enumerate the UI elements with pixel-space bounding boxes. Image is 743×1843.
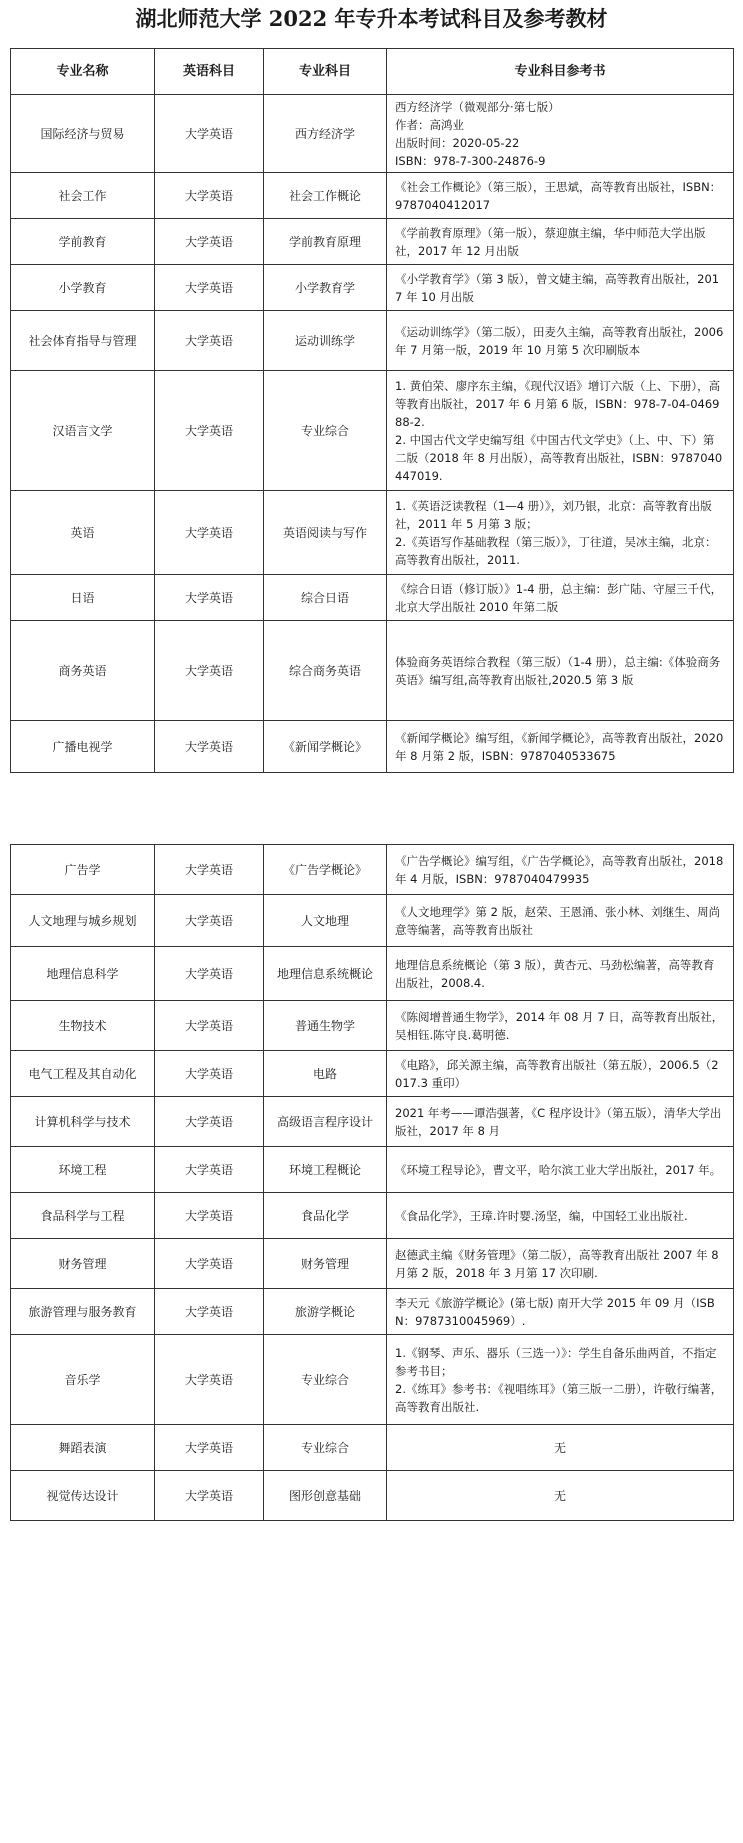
reference-book-cell: 赵德武主编《财务管理》（第二版），高等教育出版社 2007 年 8 月第 2 版，2018 年 3 月第 17 次印刷. — [387, 1239, 734, 1289]
english-subject-cell: 大学英语 — [155, 1289, 264, 1335]
table-row — [11, 721, 734, 773]
major-cell: 广告学 — [11, 845, 155, 895]
english-subject-cell: 大学英语 — [155, 621, 264, 721]
major-subject-cell: 食品化学 — [264, 1193, 387, 1239]
major-cell: 英语 — [11, 491, 155, 575]
major-cell: 商务英语 — [11, 621, 155, 721]
major-subject-cell: 专业综合 — [264, 371, 387, 491]
reference-book-cell: 1.《英语泛读教程（1—4 册）》，刘乃银，北京：高等教育出版社，2011 年 5 月第 3 版； 2.《英语写作基础教程（第三版）》，丁往道，吴冰主编，北京：高等教育出版社，2011. — [387, 491, 734, 575]
table-row — [11, 895, 734, 947]
reference-book-cell: 《陈阅增普通生物学》，2014 年 08 月 7 日，高等教育出版社，吴相钰.陈守良.葛明德. — [387, 1001, 734, 1051]
table-row — [11, 173, 734, 219]
reference-book-cell: 《新闻学概论》编写组，《新闻学概论》，高等教育出版社，2020 年 8 月第 2 版，ISBN：9787040533675 — [387, 721, 734, 773]
table-row — [11, 371, 734, 491]
major-cell: 学前教育 — [11, 219, 155, 265]
english-subject-cell: 大学英语 — [155, 265, 264, 311]
reference-book-cell: 《食品化学》，王璋.许时婴.汤坚，编，中国轻工业出版社. — [387, 1193, 734, 1239]
exam-table-part-1 — [10, 48, 734, 773]
major-subject-cell: 电路 — [264, 1051, 387, 1097]
header-reference-book: 专业科目参考书 — [387, 49, 734, 95]
major-subject-cell: 普通生物学 — [264, 1001, 387, 1051]
table-row — [11, 1425, 734, 1471]
reference-book-cell: 《社会工作概论》（第三版），王思斌，高等教育出版社，ISBN：9787040412017 — [387, 173, 734, 219]
table-row — [11, 1147, 734, 1193]
major-subject-cell: 综合日语 — [264, 575, 387, 621]
major-subject-cell: 人文地理 — [264, 895, 387, 947]
reference-book-cell: 2021 年考——谭浩强著，《C 程序设计》（第五版），清华大学出版社，2017 年 8 月 — [387, 1097, 734, 1147]
reference-book-cell: 《环境工程导论》，曹文平，哈尔滨工业大学出版社，2017 年。 — [387, 1147, 734, 1193]
english-subject-cell: 大学英语 — [155, 575, 264, 621]
table-row — [11, 575, 734, 621]
english-subject-cell: 大学英语 — [155, 1193, 264, 1239]
table-row — [11, 1289, 734, 1335]
major-cell: 汉语言文学 — [11, 371, 155, 491]
major-subject-cell: 图形创意基础 — [264, 1471, 387, 1521]
major-subject-cell: 环境工程概论 — [264, 1147, 387, 1193]
table-row — [11, 621, 734, 721]
major-cell: 计算机科学与技术 — [11, 1097, 155, 1147]
reference-book-cell: 李天元《旅游学概论》(第七版) 南开大学 2015 年 09 月（ISBN：9787310045969）. — [387, 1289, 734, 1335]
reference-book-cell: 《小学教育学》（第 3 版），曾文婕主编，高等教育出版社，2017 年 10 月出版 — [387, 265, 734, 311]
major-cell: 财务管理 — [11, 1239, 155, 1289]
major-subject-cell: 综合商务英语 — [264, 621, 387, 721]
table-row — [11, 1239, 734, 1289]
reference-book-cell: 无 — [387, 1471, 734, 1521]
page-title: 湖北师范大学 2022 年专升本考试科目及参考教材 — [135, 6, 608, 31]
major-subject-cell: 高级语言程序设计 — [264, 1097, 387, 1147]
major-cell: 音乐学 — [11, 1335, 155, 1425]
english-subject-cell: 大学英语 — [155, 947, 264, 1001]
major-cell: 环境工程 — [11, 1147, 155, 1193]
table-row — [11, 1193, 734, 1239]
major-subject-cell: 专业综合 — [264, 1335, 387, 1425]
major-cell: 人文地理与城乡规划 — [11, 895, 155, 947]
reference-book-cell: 体验商务英语综合教程（第三版）（1-4 册），总主编:《体验商务英语》编写组,高等教育出版社,2020.5 第 3 版 — [387, 621, 734, 721]
reference-book-cell: 西方经济学（微观部分·第七版） 作者：高鸿业 出版时间：2020-05-22 ISBN：978-7-300-24876-9 — [387, 95, 734, 173]
major-cell: 旅游管理与服务教育 — [11, 1289, 155, 1335]
major-subject-cell: 旅游学概论 — [264, 1289, 387, 1335]
reference-book-cell: 《广告学概论》编写组，《广告学概论》，高等教育出版社，2018 年 4 月版，ISBN：9787040479935 — [387, 845, 734, 895]
major-subject-cell: 运动训练学 — [264, 311, 387, 371]
major-subject-cell: 财务管理 — [264, 1239, 387, 1289]
english-subject-cell: 大学英语 — [155, 173, 264, 219]
major-cell: 小学教育 — [11, 265, 155, 311]
english-subject-cell: 大学英语 — [155, 491, 264, 575]
reference-book-cell: 1.《钢琴、声乐、器乐（三选一）》：学生自备乐曲两首，不指定参考书目； 2.《练耳》参考书：《视唱练耳》（第三版一二册），许敬行编著，高等教育出版社. — [387, 1335, 734, 1425]
english-subject-cell: 大学英语 — [155, 721, 264, 773]
english-subject-cell: 大学英语 — [155, 371, 264, 491]
major-subject-cell: 学前教育原理 — [264, 219, 387, 265]
table-row — [11, 1471, 734, 1521]
header-major: 专业名称 — [11, 49, 155, 95]
major-subject-cell: 《广告学概论》 — [264, 845, 387, 895]
table-row — [11, 1097, 734, 1147]
english-subject-cell: 大学英语 — [155, 1471, 264, 1521]
english-subject-cell: 大学英语 — [155, 845, 264, 895]
table-row — [11, 1335, 734, 1425]
english-subject-cell: 大学英语 — [155, 1097, 264, 1147]
exam-table-part-2 — [10, 844, 734, 1521]
major-cell: 国际经济与贸易 — [11, 95, 155, 173]
english-subject-cell: 大学英语 — [155, 1051, 264, 1097]
major-subject-cell: 社会工作概论 — [264, 173, 387, 219]
major-cell: 视觉传达设计 — [11, 1471, 155, 1521]
table-row — [11, 265, 734, 311]
reference-book-cell: 《综合日语（修订版）》1-4 册，总主编：彭广陆、守屋三千代，北京大学出版社 2010 年第二版 — [387, 575, 734, 621]
major-cell: 社会工作 — [11, 173, 155, 219]
english-subject-cell: 大学英语 — [155, 219, 264, 265]
english-subject-cell: 大学英语 — [155, 1335, 264, 1425]
english-subject-cell: 大学英语 — [155, 95, 264, 173]
major-cell: 日语 — [11, 575, 155, 621]
major-subject-cell: 专业综合 — [264, 1425, 387, 1471]
major-subject-cell: 西方经济学 — [264, 95, 387, 173]
major-subject-cell: 《新闻学概论》 — [264, 721, 387, 773]
major-subject-cell: 英语阅读与写作 — [264, 491, 387, 575]
reference-book-cell: 《运动训练学》（第二版），田麦久主编，高等教育出版社，2006 年 7 月第一版，2019 年 10 月第 5 次印刷版本 — [387, 311, 734, 371]
table-row — [11, 311, 734, 371]
major-subject-cell: 小学教育学 — [264, 265, 387, 311]
table-row — [11, 947, 734, 1001]
header-english: 英语科目 — [155, 49, 264, 95]
table-row — [11, 491, 734, 575]
header-subject: 专业科目 — [264, 49, 387, 95]
english-subject-cell: 大学英语 — [155, 311, 264, 371]
table-row — [11, 219, 734, 265]
reference-book-cell: 1. 黄伯荣、廖序东主编，《现代汉语》增订六版（上、下册），高等教育出版社，2017 年 6 月第 6 版，ISBN：978-7-04-046988-2. 2. 中国古代文学史编写组《中国古代文学史》（上、中、下）第二版（2018 年 8 月出版），高等教育出版社，ISBN：9787040447019. — [387, 371, 734, 491]
reference-book-cell: 《电路》，邱关源主编，高等教育出版社（第五版），2006.5（2017.3 重印） — [387, 1051, 734, 1097]
reference-book-cell: 地理信息系统概论（第 3 版），黄杏元、马劲松编著，高等教育出版社，2008.4. — [387, 947, 734, 1001]
reference-book-cell: 《学前教育原理》（第一版），蔡迎旗主编，华中师范大学出版社，2017 年 12 月出版 — [387, 219, 734, 265]
major-cell: 食品科学与工程 — [11, 1193, 155, 1239]
table-row — [11, 845, 734, 895]
table-row — [11, 95, 734, 173]
major-subject-cell: 地理信息系统概论 — [264, 947, 387, 1001]
table-header-row — [11, 49, 734, 95]
major-cell: 广播电视学 — [11, 721, 155, 773]
major-cell: 地理信息科学 — [11, 947, 155, 1001]
major-cell: 生物技术 — [11, 1001, 155, 1051]
english-subject-cell: 大学英语 — [155, 1425, 264, 1471]
reference-book-cell: 《人文地理学》第 2 版，赵荣、王恩涌、张小林、刘继生、周尚意等编著，高等教育出版社 — [387, 895, 734, 947]
table-row — [11, 1051, 734, 1097]
major-cell: 社会体育指导与管理 — [11, 311, 155, 371]
reference-book-cell: 无 — [387, 1425, 734, 1471]
major-cell: 舞蹈表演 — [11, 1425, 155, 1471]
table-row — [11, 1001, 734, 1051]
english-subject-cell: 大学英语 — [155, 895, 264, 947]
english-subject-cell: 大学英语 — [155, 1001, 264, 1051]
english-subject-cell: 大学英语 — [155, 1147, 264, 1193]
english-subject-cell: 大学英语 — [155, 1239, 264, 1289]
major-cell: 电气工程及其自动化 — [11, 1051, 155, 1097]
